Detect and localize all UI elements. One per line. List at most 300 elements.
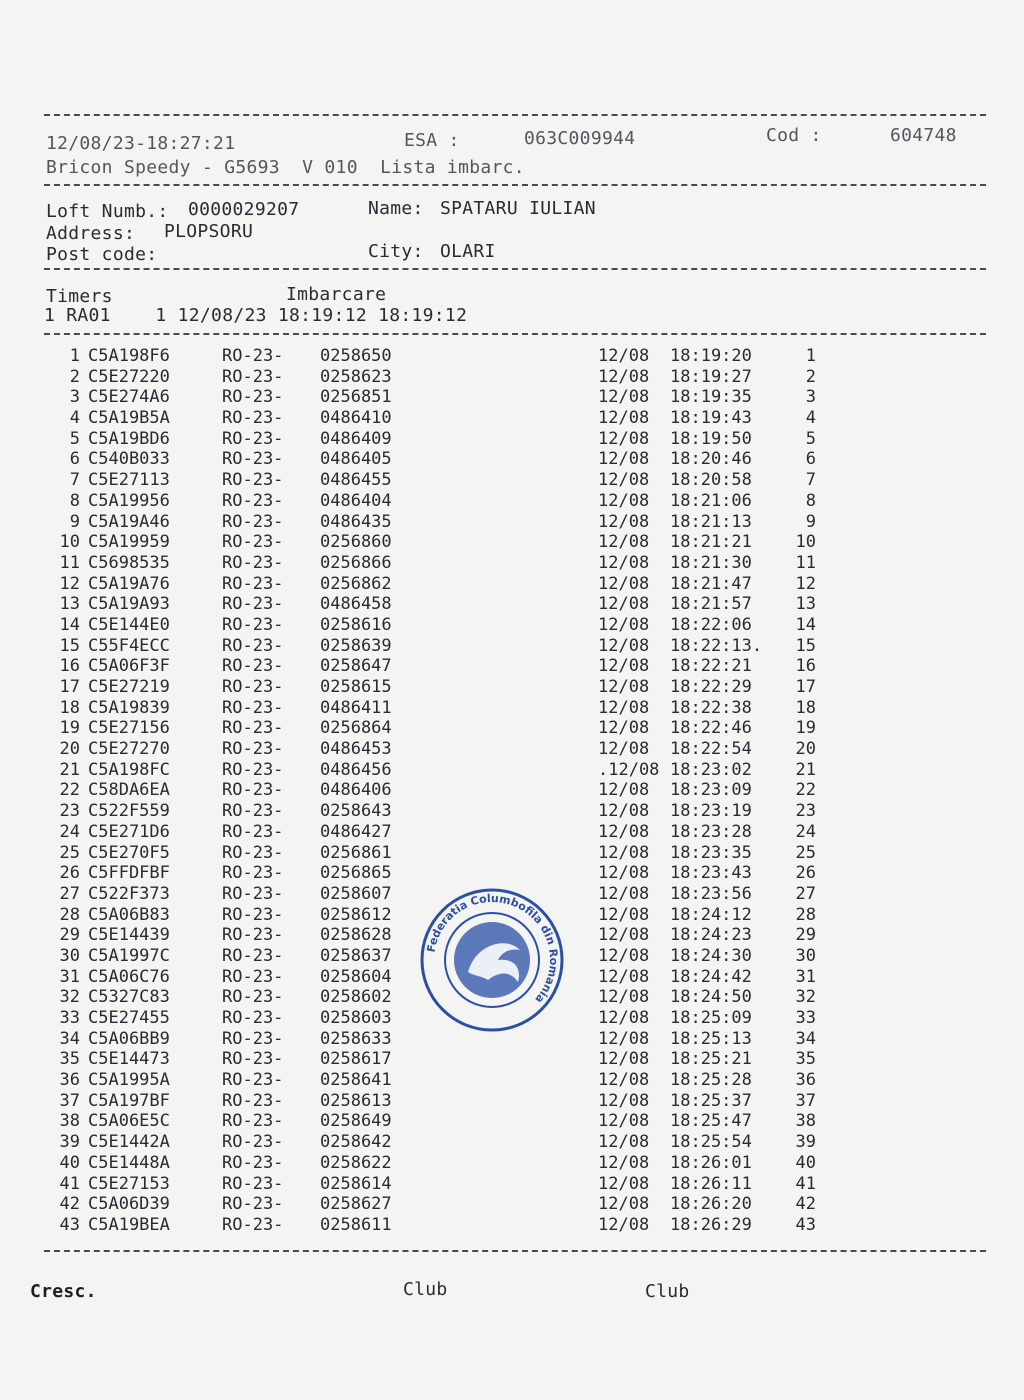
row-idx: 22 (59, 780, 80, 801)
row-idx: 16 (59, 656, 80, 677)
separator (44, 184, 986, 186)
club-label-1: Club (403, 1279, 448, 1300)
row-pos: 20 (795, 739, 816, 760)
row-pref: RO-23- (222, 1132, 284, 1153)
loft-value: 0000029207 (188, 199, 300, 220)
row-pref: RO-23- (222, 945, 284, 966)
row-ring: C55F4ECC (88, 635, 170, 656)
list-row (0, 801, 1024, 822)
row-date: 12/08 (598, 552, 650, 573)
row-pref: RO-23- (222, 1194, 284, 1215)
row-pos: 29 (795, 925, 816, 946)
list-row (0, 512, 1024, 533)
row-date: 12/08 (598, 718, 650, 739)
row-pos: 16 (795, 656, 816, 677)
row-time: 18:25:13 (670, 1028, 752, 1049)
row-idx: 11 (59, 552, 80, 573)
row-idx: 33 (59, 1008, 80, 1028)
row-time: 18:22:54 (670, 739, 752, 760)
row-idx: 20 (59, 739, 80, 760)
row-ring: C5E27219 (88, 677, 170, 697)
row-pref: RO-23- (222, 1049, 284, 1070)
row-date: 12/08 (598, 346, 650, 366)
row-pref: RO-23- (222, 987, 284, 1008)
list-row (0, 718, 1024, 739)
row-num: 0486409 (320, 428, 392, 449)
row-date: 12/08 (598, 1152, 650, 1173)
row-idx: 26 (59, 863, 80, 884)
row-idx: 8 (69, 490, 80, 511)
row-pref: RO-23- (222, 594, 284, 615)
row-date: 12/08 (598, 532, 650, 553)
row-pos: 14 (795, 614, 816, 635)
row-num: 0258637 (320, 945, 392, 966)
row-date: 12/08 (598, 1049, 650, 1070)
list-row (0, 822, 1024, 843)
row-time: 18:19:27 (670, 366, 752, 387)
list-row (0, 1070, 1024, 1091)
row-pref: RO-23- (222, 635, 284, 656)
name-value: SPATARU IULIAN (440, 198, 596, 219)
row-date: 12/08 (598, 821, 650, 842)
row-ring: C5E14473 (88, 1049, 170, 1070)
list-row (0, 1111, 1024, 1132)
row-ring: C5A19A46 (88, 511, 170, 532)
row-pref: RO-23- (222, 1028, 284, 1049)
row-pos: 17 (795, 677, 816, 697)
row-ring: C5A06B83 (88, 904, 170, 925)
row-time: 18:23:56 (670, 883, 752, 904)
loft-label: Loft Numb.: (46, 201, 169, 222)
row-pos: 25 (795, 842, 816, 863)
row-date: 12/08 (598, 1194, 650, 1215)
row-idx: 24 (59, 821, 80, 842)
list-row (0, 698, 1024, 719)
row-num: 0256865 (320, 863, 392, 884)
row-pref: RO-23- (222, 925, 284, 946)
list-row (0, 1194, 1024, 1215)
row-num: 0258633 (320, 1028, 392, 1049)
row-date: 12/08 (598, 656, 650, 677)
row-date: 12/08 (598, 428, 650, 449)
separator (44, 114, 986, 116)
row-pos: 13 (795, 594, 816, 615)
row-ring: C5FFDFBF (88, 863, 170, 884)
row-ring: C5E270F5 (88, 842, 170, 863)
row-date: 12/08 (598, 614, 650, 635)
row-num: 0256860 (320, 532, 392, 553)
row-num: 0486458 (320, 594, 392, 615)
row-pos: 30 (795, 945, 816, 966)
row-pref: RO-23- (222, 1152, 284, 1173)
row-idx: 36 (59, 1070, 80, 1091)
list-row (0, 615, 1024, 636)
row-date: 12/08 (598, 842, 650, 863)
row-time: 18:23:43 (670, 863, 752, 884)
row-date: 12/08 (598, 1173, 650, 1194)
esa-label: ESA : (404, 130, 460, 151)
row-time: 18:22:46 (670, 718, 752, 739)
row-idx: 17 (59, 677, 80, 697)
list-row (0, 780, 1024, 801)
list-row (0, 532, 1024, 553)
row-time: 18:22:38 (670, 697, 752, 718)
row-time: 18:24:42 (670, 966, 752, 987)
row-date: 12/08 (598, 408, 650, 429)
row-time: 18:25:21 (670, 1049, 752, 1070)
list-row (0, 387, 1024, 408)
separator (44, 268, 986, 270)
row-pref: RO-23- (222, 821, 284, 842)
row-num: 0258628 (320, 925, 392, 946)
row-num: 0486435 (320, 511, 392, 532)
city-value: OLARI (440, 241, 496, 262)
row-date: 12/08 (598, 883, 650, 904)
row-pos: 38 (795, 1111, 816, 1132)
row-pos: 19 (795, 718, 816, 739)
esa-value: 063C009944 (524, 128, 636, 149)
row-date: 12/08 (598, 511, 650, 532)
row-pref: RO-23- (222, 656, 284, 677)
row-date: 12/08 (598, 697, 650, 718)
list-row (0, 574, 1024, 595)
row-pos: 39 (795, 1132, 816, 1153)
row-pref: RO-23- (222, 346, 284, 366)
row-num: 0486427 (320, 821, 392, 842)
row-pref: RO-23- (222, 966, 284, 987)
city-label: City: (368, 241, 424, 262)
row-num: 0258611 (320, 1214, 392, 1235)
row-time: 18:20:58 (670, 470, 752, 491)
row-num: 0256851 (320, 387, 392, 408)
list-row (0, 449, 1024, 470)
row-pref: RO-23- (222, 1090, 284, 1111)
row-pos: 36 (795, 1070, 816, 1091)
row-idx: 19 (59, 718, 80, 739)
row-idx: 23 (59, 801, 80, 822)
row-pos: 26 (795, 863, 816, 884)
row-ring: C5A06E5C (88, 1111, 170, 1132)
row-pos: 5 (805, 428, 816, 449)
row-idx: 42 (59, 1194, 80, 1215)
row-pos: 28 (795, 904, 816, 925)
row-ring: C5A1997C (88, 945, 170, 966)
row-date: 12/08 (598, 1111, 650, 1132)
address-value: PLOPSORU (164, 221, 254, 242)
row-num: 0486453 (320, 739, 392, 760)
row-idx: 37 (59, 1090, 80, 1111)
row-pref: RO-23- (222, 718, 284, 739)
row-time: 18:25:54 (670, 1132, 752, 1153)
row-pref: RO-23- (222, 1008, 284, 1028)
row-ring: C58DA6EA (88, 780, 170, 801)
row-pos: 15 (795, 635, 816, 656)
row-idx: 6 (69, 449, 80, 470)
row-ring: C5A19BEA (88, 1214, 170, 1235)
row-time: 18:25:37 (670, 1090, 752, 1111)
row-num: 0486404 (320, 490, 392, 511)
row-time: 18:23:28 (670, 821, 752, 842)
row-pos: 27 (795, 883, 816, 904)
row-date: 12/08 (598, 904, 650, 925)
row-idx: 25 (59, 842, 80, 863)
postcode-label: Post code: (46, 244, 158, 265)
row-time: 18:24:50 (670, 987, 752, 1008)
row-idx: 32 (59, 987, 80, 1008)
address-label: Address: (46, 223, 136, 244)
row-pos: 42 (795, 1194, 816, 1215)
list-row (0, 1174, 1024, 1195)
row-time: 18:21:21 (670, 532, 752, 553)
row-time: 18:26:01 (670, 1152, 752, 1173)
row-idx: 5 (69, 428, 80, 449)
cod-value: 604748 (890, 125, 957, 146)
list-row (0, 656, 1024, 677)
row-time: 18:25:47 (670, 1111, 752, 1132)
row-date: 12/08 (598, 739, 650, 760)
row-num: 0256862 (320, 573, 392, 594)
row-idx: 4 (69, 408, 80, 429)
row-time: 18:22:29 (670, 677, 752, 697)
row-pos: 7 (805, 470, 816, 491)
row-idx: 10 (59, 532, 80, 553)
row-ring: C5E27153 (88, 1173, 170, 1194)
list-row (0, 594, 1024, 615)
row-num: 0258623 (320, 366, 392, 387)
row-date: 12/08 (598, 449, 650, 470)
row-time: 18:24:30 (670, 945, 752, 966)
row-idx: 40 (59, 1152, 80, 1173)
list-row (0, 367, 1024, 388)
row-time: 18:23:02 (670, 759, 752, 780)
row-num: 0486405 (320, 449, 392, 470)
row-idx: 35 (59, 1049, 80, 1070)
row-time: 18:21:57 (670, 594, 752, 615)
row-num: 0256861 (320, 842, 392, 863)
row-date: 12/08 (598, 677, 650, 697)
row-pref: RO-23- (222, 904, 284, 925)
row-time: 18:26:29 (670, 1214, 752, 1235)
row-pos: 1 (805, 346, 816, 366)
row-ring: C5E14439 (88, 925, 170, 946)
row-ring: C5E27113 (88, 470, 170, 491)
row-idx: 14 (59, 614, 80, 635)
row-idx: 21 (59, 759, 80, 780)
list-row (0, 491, 1024, 512)
row-time: 18:19:35 (670, 387, 752, 408)
list-row (0, 677, 1024, 698)
row-pref: RO-23- (222, 883, 284, 904)
row-pos: 31 (795, 966, 816, 987)
row-ring: C5A197BF (88, 1090, 170, 1111)
row-idx: 9 (69, 511, 80, 532)
row-idx: 34 (59, 1028, 80, 1049)
row-ring: C5A198F6 (88, 346, 170, 366)
row-date: 12/08 (598, 635, 650, 656)
row-pref: RO-23- (222, 1070, 284, 1091)
row-pos: 6 (805, 449, 816, 470)
row-date: 12/08 (598, 490, 650, 511)
row-ring: C5698535 (88, 552, 170, 573)
row-num: 0258603 (320, 1008, 392, 1028)
row-idx: 15 (59, 635, 80, 656)
row-time: 18:20:46 (670, 449, 752, 470)
row-time: 18:25:09 (670, 1008, 752, 1028)
row-num: 0258643 (320, 801, 392, 822)
timer-line: 1 RA01 1 12/08/23 18:19:12 18:19:12 (44, 305, 468, 326)
row-num: 0258604 (320, 966, 392, 987)
row-date: 12/08 (598, 1028, 650, 1049)
row-num: 0258649 (320, 1111, 392, 1132)
list-row (0, 470, 1024, 491)
row-pos: 40 (795, 1152, 816, 1173)
row-pos: 11 (795, 552, 816, 573)
row-num: 0258650 (320, 346, 392, 366)
row-ring: C5A19A76 (88, 573, 170, 594)
list-row (0, 1132, 1024, 1153)
list-row (0, 843, 1024, 864)
row-num: 0258617 (320, 1049, 392, 1070)
row-time: 18:22:13. (670, 635, 763, 656)
row-time: 18:23:19 (670, 801, 752, 822)
list-row (0, 1215, 1024, 1236)
row-pref: RO-23- (222, 842, 284, 863)
row-pref: RO-23- (222, 1173, 284, 1194)
row-ring: C5A19839 (88, 697, 170, 718)
row-date: 12/08 (598, 1132, 650, 1153)
row-idx: 29 (59, 925, 80, 946)
row-time: 18:19:43 (670, 408, 752, 429)
row-num: 0256864 (320, 718, 392, 739)
list-row (0, 1049, 1024, 1070)
row-time: 18:22:06 (670, 614, 752, 635)
row-ring: C522F559 (88, 801, 170, 822)
row-num: 0258622 (320, 1152, 392, 1173)
row-idx: 39 (59, 1132, 80, 1153)
row-pref: RO-23- (222, 511, 284, 532)
row-pref: RO-23- (222, 449, 284, 470)
row-pos: 8 (805, 490, 816, 511)
list-row (0, 429, 1024, 450)
row-idx: 31 (59, 966, 80, 987)
row-idx: 18 (59, 697, 80, 718)
row-idx: 3 (69, 387, 80, 408)
row-pref: RO-23- (222, 614, 284, 635)
row-date: 12/08 (598, 1090, 650, 1111)
row-ring: C5E271D6 (88, 821, 170, 842)
list-row (0, 760, 1024, 781)
row-num: 0486410 (320, 408, 392, 429)
row-ring: C5A06F3F (88, 656, 170, 677)
row-ring: C522F373 (88, 883, 170, 904)
row-time: 18:23:35 (670, 842, 752, 863)
pigeon-emblem (454, 922, 530, 998)
row-pref: RO-23- (222, 428, 284, 449)
row-ring: C5A1995A (88, 1070, 170, 1091)
row-ring: C5A06C76 (88, 966, 170, 987)
imbarcare-label: Imbarcare (286, 284, 387, 305)
row-time: 18:19:20 (670, 346, 752, 366)
row-time: 18:24:12 (670, 904, 752, 925)
row-date: 12/08 (598, 573, 650, 594)
list-row (0, 863, 1024, 884)
row-pref: RO-23- (222, 759, 284, 780)
row-num: 0258647 (320, 656, 392, 677)
name-label: Name: (368, 198, 424, 219)
row-pref: RO-23- (222, 387, 284, 408)
list-row (0, 636, 1024, 657)
timers-label: Timers (46, 286, 113, 307)
row-num: 0258627 (320, 1194, 392, 1215)
row-pos: 35 (795, 1049, 816, 1070)
row-idx: 41 (59, 1173, 80, 1194)
row-pos: 18 (795, 697, 816, 718)
row-pos: 10 (795, 532, 816, 553)
row-date: 12/08 (598, 987, 650, 1008)
row-ring: C5E1442A (88, 1132, 170, 1153)
row-ring: C5E274A6 (88, 387, 170, 408)
row-time: 18:21:30 (670, 552, 752, 573)
separator (44, 1250, 986, 1252)
row-ring: C540B033 (88, 449, 170, 470)
row-pos: 32 (795, 987, 816, 1008)
row-ring: C5A19959 (88, 532, 170, 553)
row-num: 0486456 (320, 759, 392, 780)
row-ring: C5E1448A (88, 1152, 170, 1173)
row-num: 0258616 (320, 614, 392, 635)
row-ring: C5A06BB9 (88, 1028, 170, 1049)
row-ring: C5A19A93 (88, 594, 170, 615)
row-ring: C5A19B5A (88, 408, 170, 429)
row-pref: RO-23- (222, 1214, 284, 1235)
row-num: 0258642 (320, 1132, 392, 1153)
row-ring: C5A198FC (88, 759, 170, 780)
row-ring: C5E144E0 (88, 614, 170, 635)
row-ring: C5A19956 (88, 490, 170, 511)
list-row (0, 1091, 1024, 1112)
row-pref: RO-23- (222, 490, 284, 511)
list-row (0, 1153, 1024, 1174)
row-pos: 23 (795, 801, 816, 822)
row-time: 18:26:11 (670, 1173, 752, 1194)
row-pref: RO-23- (222, 532, 284, 553)
row-pos: 24 (795, 821, 816, 842)
row-pref: RO-23- (222, 573, 284, 594)
row-pref: RO-23- (222, 697, 284, 718)
row-date: 12/08 (598, 945, 650, 966)
row-date: 12/08 (598, 780, 650, 801)
row-ring: C5E27220 (88, 366, 170, 387)
row-pos: 2 (805, 366, 816, 387)
row-idx: 38 (59, 1111, 80, 1132)
row-time: 18:19:50 (670, 428, 752, 449)
row-pref: RO-23- (222, 780, 284, 801)
row-idx: 30 (59, 945, 80, 966)
stamp-text: Federatia Columbofila din Romania (424, 891, 561, 1006)
federation-stamp (418, 886, 566, 1034)
row-idx: 1 (69, 346, 80, 366)
row-time: 18:22:21 (670, 656, 752, 677)
row-pos: 34 (795, 1028, 816, 1049)
row-idx: 43 (59, 1214, 80, 1235)
row-num: 0258613 (320, 1090, 392, 1111)
row-num: 0258641 (320, 1070, 392, 1091)
row-date: 12/08 (598, 1214, 650, 1235)
row-pos: 21 (795, 759, 816, 780)
row-idx: 12 (59, 573, 80, 594)
row-pos: 33 (795, 1008, 816, 1028)
basketing-list (0, 346, 1024, 1236)
